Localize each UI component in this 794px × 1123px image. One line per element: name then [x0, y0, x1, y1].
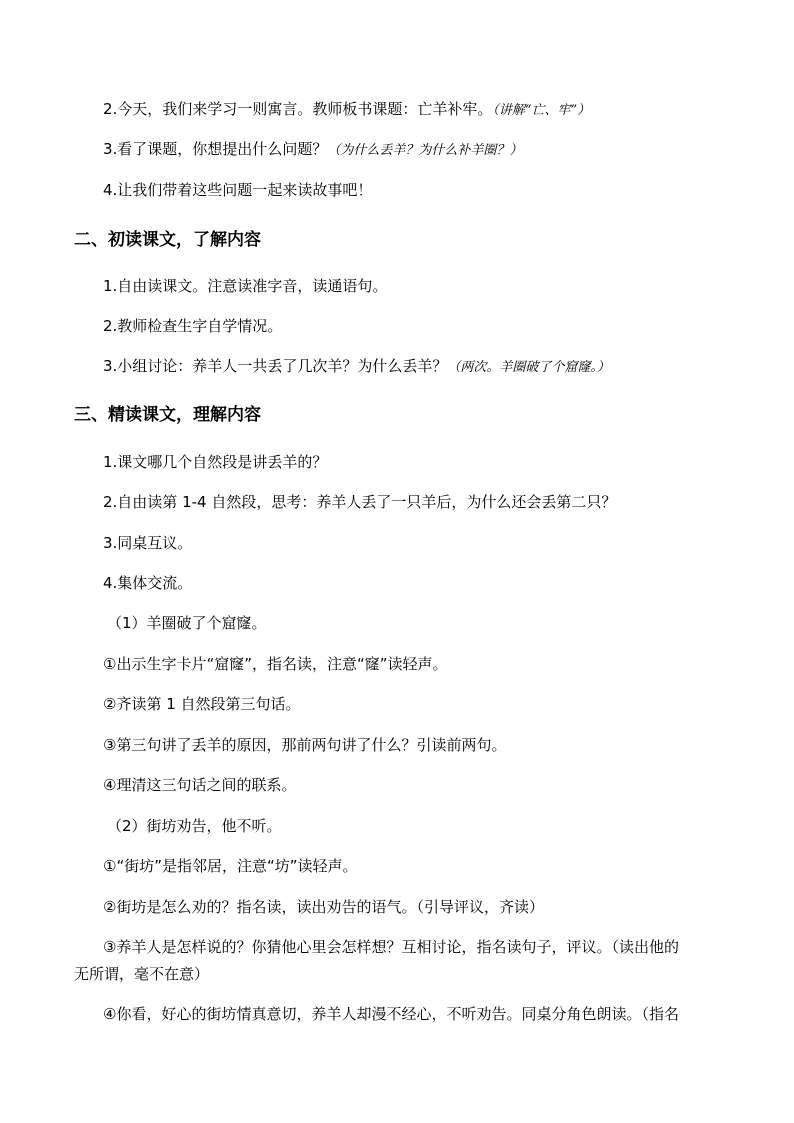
- subsection-1-point-d: ④理清这三句话之间的联系。: [103, 776, 297, 794]
- paragraph-intro-3: [103, 139, 734, 161]
- subsection-2-point-d: ④你看，好心的街坊情真意切，养羊人却漫不经心，不听劝告。同桌分角色朗读。（指名: [103, 1005, 679, 1023]
- subsection-1-point-c: ③第三句讲了丢羊的原因，那前两句讲了什么？引读前两句。: [103, 736, 507, 754]
- section-heading-2: 二、初读课文，了解内容: [74, 230, 261, 250]
- subsection-2-point-a: ①“街坊”是指邻居，注意“坊”读轻声。: [103, 857, 358, 875]
- paragraph-read-3: [103, 356, 734, 378]
- section-heading-3: 三、精读课文，理解内容: [74, 405, 261, 425]
- subsection-2-point-c-line1: ③养羊人是怎样说的？你猜他心里会怎样想？互相讨论，指名读句子，评议。（读出他的: [103, 938, 679, 956]
- teacher-note: （讲解“亡、牢”）: [492, 103, 591, 118]
- paragraph-text: 3.小组讨论：养羊人一共丢了几次羊？为什么丢羊？: [103, 357, 448, 375]
- paragraph-read-2: 2.教师检查生字自学情况。: [103, 317, 283, 335]
- paragraph-read-1: 1.自由读课文。注意读准字音，读通语句。: [103, 277, 388, 295]
- subsection-2-point-c-line2: 无所谓，毫不在意）: [74, 965, 210, 983]
- paragraph-study-4: 4.集体交流。: [103, 574, 193, 592]
- teacher-note: （为什么丢羊？为什么补羊圈？）: [327, 143, 523, 158]
- subsection-1-point-a: ①出示生字卡片“窟窿”，指名读，注意“窿”读轻声。: [103, 655, 448, 673]
- paragraph-text: 3.看了课题，你想提出什么问题？: [103, 140, 328, 158]
- paragraph-intro-2: [103, 99, 734, 121]
- subsection-2-point-b: ②街坊是怎么劝的？指名读，读出劝告的语气。（引导评议，齐读）: [103, 898, 544, 916]
- paragraph-intro-4: [103, 180, 734, 200]
- teacher-note: （两次。羊圈破了个窟窿。）: [447, 360, 610, 375]
- subsection-title-1: （1）羊圈破了个窟窿。: [107, 614, 267, 632]
- paragraph-text: 2.今天，我们来学习一则寓言。教师板书课题：亡羊补牢。: [103, 100, 493, 118]
- paragraph-text: 4.让我们带着这些问题一起来读故事吧！: [103, 181, 373, 199]
- paragraph-study-1: 1.课文哪几个自然段是讲丢羊的？: [103, 453, 328, 471]
- paragraph-study-3: 3.同桌互议。: [103, 534, 193, 552]
- subsection-title-2: （2）街坊劝告，他不听。: [107, 817, 282, 835]
- subsection-1-point-b: ②齐读第 1 自然段第三句话。: [103, 695, 301, 713]
- paragraph-study-2: 2.自由读第 1-4 自然段，思考：养羊人丢了一只羊后，为什么还会丢第二只？: [103, 493, 617, 511]
